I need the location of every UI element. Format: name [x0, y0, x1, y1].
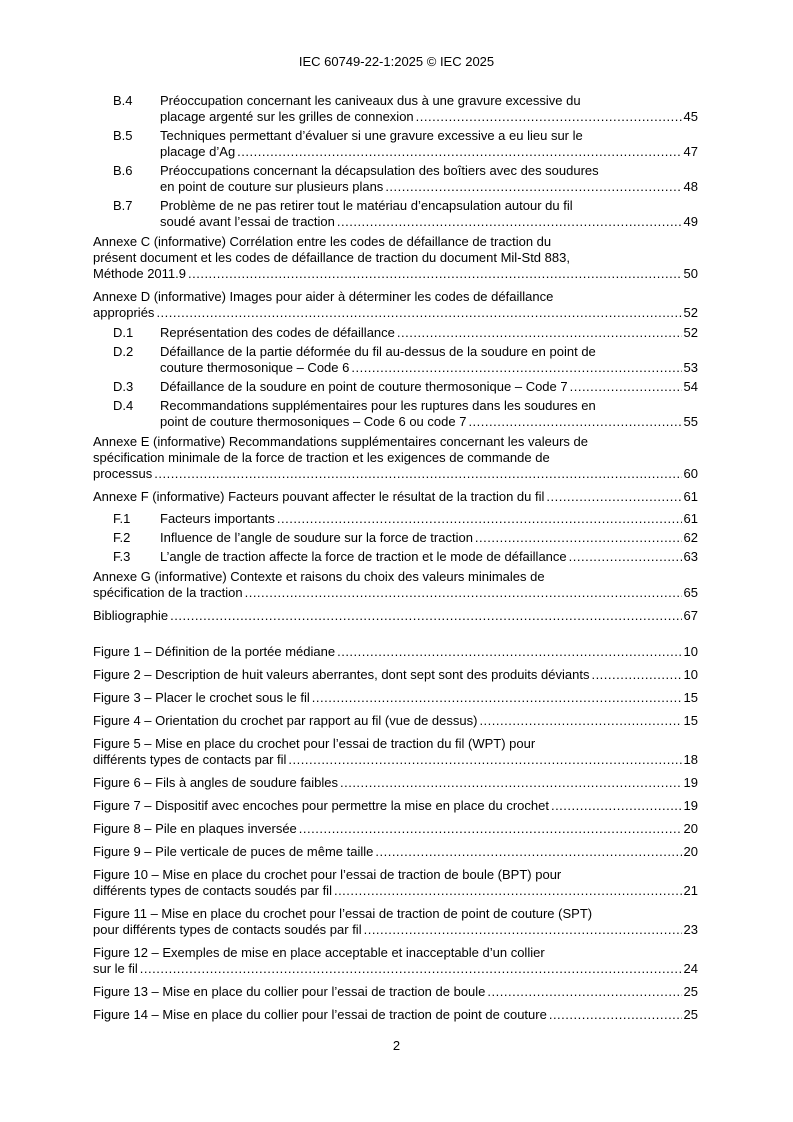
- toc-entry-title: soudé avant l’essai de traction: [160, 214, 335, 229]
- toc-entry-title: Défaillance de la partie déformée du fil au-dessus de la soudure en point de: [160, 344, 596, 359]
- toc-entry-title: en point de couture sur plusieurs plans: [160, 179, 384, 194]
- figure-entry[interactable]: [93, 1007, 698, 1023]
- figure-entry-title: Figure 11 – Mise en place du crochet pour l’essai de traction de point de couture (SPT): [93, 906, 593, 921]
- toc-entry-title: appropriés: [93, 305, 155, 320]
- toc-entry-title: Recommandations supplémentaires pour les ruptures dans les soudures en: [160, 398, 596, 413]
- figure-entry-title: sur le fil: [93, 961, 138, 976]
- figure-entry-title: Figure 6 – Fils à angles de soudure faibles: [93, 775, 338, 790]
- figure-entry[interactable]: [93, 690, 698, 706]
- toc-entry-title: Représentation des codes de défaillance: [160, 325, 395, 340]
- dot-leader: [288, 752, 681, 768]
- list-of-figures: [93, 644, 698, 1030]
- figure-entry[interactable]: [93, 906, 698, 938]
- toc-entry-number: B.5: [113, 128, 133, 143]
- toc-entry[interactable]: [93, 608, 698, 624]
- toc-entry-number: D.3: [113, 379, 134, 394]
- table-of-contents: [93, 93, 698, 624]
- toc-subentry[interactable]: [93, 379, 698, 395]
- figure-page-number: 23: [683, 922, 698, 937]
- toc-page-number: 53: [683, 360, 698, 375]
- toc-entry-number: F.3: [113, 549, 131, 564]
- toc-subentry[interactable]: [93, 198, 698, 230]
- toc-subentry[interactable]: [93, 325, 698, 341]
- figure-entry-title: Figure 5 – Mise en place du crochet pour l’essai de traction du fil (WPT) pour: [93, 736, 536, 751]
- figure-entry-title: Figure 8 – Pile en plaques inversée: [93, 821, 297, 836]
- figure-entry-title: Figure 4 – Orientation du crochet par rapport au fil (vue de dessus): [93, 713, 478, 728]
- toc-page-number: 52: [683, 305, 698, 320]
- toc-page-number: 50: [683, 266, 698, 281]
- toc-entry-number: D.4: [113, 398, 134, 413]
- toc-entry-title: processus: [93, 466, 153, 481]
- figure-page-number: 15: [683, 690, 698, 705]
- toc-entry-title: Annexe F (informative) Facteurs pouvant affecter le résultat de la traction du fil: [93, 489, 545, 504]
- dot-leader: [337, 214, 682, 230]
- toc-entry-number: F.2: [113, 530, 131, 545]
- toc-page-number: 45: [683, 109, 698, 124]
- toc-entry-title: couture thermosonique – Code 6: [160, 360, 350, 375]
- dot-leader: [245, 585, 682, 601]
- figure-entry[interactable]: [93, 713, 698, 729]
- figure-page-number: 21: [683, 883, 698, 898]
- toc-entry-title: Méthode 2011.9: [93, 266, 186, 281]
- toc-entry-number: D.1: [113, 325, 134, 340]
- dot-leader: [475, 530, 682, 546]
- dot-leader: [487, 984, 681, 1000]
- toc-page-number: 55: [683, 414, 698, 429]
- figure-entry[interactable]: [93, 736, 698, 768]
- toc-entry-title: Annexe D (informative) Images pour aider à déterminer les codes de défaillance: [93, 289, 554, 304]
- toc-entry-number: D.2: [113, 344, 134, 359]
- dot-leader: [551, 798, 682, 814]
- toc-page-number: 65: [683, 585, 698, 600]
- toc-page-number: 60: [683, 466, 698, 481]
- dot-leader: [591, 667, 681, 683]
- figure-entry-title: Figure 3 – Placer le crochet sous le fil: [93, 690, 310, 705]
- dot-leader: [351, 360, 681, 376]
- toc-page-number: 49: [683, 214, 698, 229]
- dot-leader: [468, 414, 681, 430]
- figure-entry[interactable]: [93, 821, 698, 837]
- toc-subentry[interactable]: [93, 549, 698, 565]
- toc-entry-title: spécification de la traction: [93, 585, 243, 600]
- dot-leader: [397, 325, 682, 341]
- toc-entry-title: Annexe E (informative) Recommandations supplémentaires concernant les valeurs de: [93, 434, 588, 449]
- dot-leader: [156, 305, 681, 321]
- toc-entry-title: Annexe C (informative) Corrélation entre les codes de défaillance de traction du: [93, 234, 552, 249]
- toc-subentry[interactable]: [93, 511, 698, 527]
- figure-entry[interactable]: [93, 667, 698, 683]
- figure-entry-title: différents types de contacts par fil: [93, 752, 287, 767]
- toc-subentry[interactable]: [93, 93, 698, 125]
- toc-entry-title: Techniques permettant d’évaluer si une gravure excessive a eu lieu sur le: [160, 128, 583, 143]
- figure-entry-title: pour différents types de contacts soudés par fil: [93, 922, 362, 937]
- figure-page-number: 19: [683, 798, 698, 813]
- toc-entry-title: Bibliographie: [93, 608, 169, 623]
- figure-entry[interactable]: [93, 644, 698, 660]
- figure-entry-title: Figure 13 – Mise en place du collier pour l’essai de traction de boule: [93, 984, 486, 999]
- toc-entry-title: Influence de l’angle de soudure sur la force de traction: [160, 530, 473, 545]
- figure-entry[interactable]: [93, 798, 698, 814]
- figure-entry[interactable]: [93, 945, 698, 977]
- toc-entry-number: B.7: [113, 198, 133, 213]
- toc-entry-title: présent document et les codes de défaillance de traction du document Mil-Std 883,: [93, 250, 570, 265]
- figure-entry-title: Figure 14 – Mise en place du collier pour l’essai de traction de point de couture: [93, 1007, 547, 1022]
- toc-subentry[interactable]: [93, 128, 698, 160]
- dot-leader: [140, 961, 682, 977]
- dot-leader: [375, 844, 681, 860]
- toc-entry[interactable]: [93, 289, 698, 321]
- dot-leader: [337, 644, 681, 660]
- dot-leader: [340, 775, 682, 791]
- dot-leader: [479, 713, 681, 729]
- page-number: 2: [392, 1038, 401, 1053]
- dot-leader: [334, 883, 682, 899]
- toc-page-number: 48: [683, 179, 698, 194]
- toc-entry[interactable]: [93, 434, 698, 482]
- figure-entry-title: Figure 10 – Mise en place du crochet pour l’essai de traction de boule (BPT) pour: [93, 867, 562, 882]
- dot-leader: [569, 549, 682, 565]
- figure-entry[interactable]: [93, 984, 698, 1000]
- figure-page-number: 19: [683, 775, 698, 790]
- toc-entry[interactable]: [93, 489, 698, 505]
- toc-page-number: 61: [683, 511, 698, 526]
- figure-page-number: 24: [683, 961, 698, 976]
- figure-entry-title: Figure 7 – Dispositif avec encoches pour permettre la mise en place du crochet: [93, 798, 549, 813]
- figure-entry-title: Figure 2 – Description de huit valeurs aberrantes, dont sept sont des produits déviants: [93, 667, 590, 682]
- toc-entry-number: B.6: [113, 163, 133, 178]
- toc-entry-title: point de couture thermosoniques – Code 6 ou code 7: [160, 414, 467, 429]
- figure-page-number: 10: [683, 644, 698, 659]
- toc-entry-title: placage d’Ag: [160, 144, 236, 159]
- toc-page-number: 62: [683, 530, 698, 545]
- toc-subentry[interactable]: [93, 344, 698, 376]
- figure-page-number: 18: [683, 752, 698, 767]
- dot-leader: [312, 690, 682, 706]
- dot-leader: [277, 511, 682, 527]
- toc-entry-number: B.4: [113, 93, 133, 108]
- dot-leader: [570, 379, 682, 395]
- toc-entry-title: Annexe G (informative) Contexte et raisons du choix des valeurs minimales de: [93, 569, 545, 584]
- toc-page-number: 47: [683, 144, 698, 159]
- figure-entry-title: Figure 9 – Pile verticale de puces de même taille: [93, 844, 374, 859]
- toc-subentry[interactable]: [93, 398, 698, 430]
- toc-entry-title: Défaillance de la soudure en point de couture thermosonique – Code 7: [160, 379, 568, 394]
- dot-leader: [170, 608, 681, 624]
- dot-leader: [546, 489, 681, 505]
- figure-page-number: 10: [683, 667, 698, 682]
- page-header: IEC 60749-22-1:2025 © IEC 2025: [298, 54, 495, 69]
- toc-entry-title: Préoccupation concernant les caniveaux dus à une gravure excessive du: [160, 93, 581, 108]
- dot-leader: [299, 821, 682, 837]
- dot-leader: [364, 922, 682, 938]
- toc-page-number: 67: [683, 608, 698, 623]
- toc-page-number: 54: [683, 379, 698, 394]
- toc-entry-title: Problème de ne pas retirer tout le matériau d’encapsulation autour du fil: [160, 198, 573, 213]
- figure-page-number: 15: [683, 713, 698, 728]
- figure-entry-title: différents types de contacts soudés par fil: [93, 883, 332, 898]
- figure-entry[interactable]: [93, 844, 698, 860]
- toc-entry-title: L’angle de traction affecte la force de traction et le mode de défaillance: [160, 549, 567, 564]
- dot-leader: [154, 466, 681, 482]
- dot-leader: [188, 266, 682, 282]
- dot-leader: [549, 1007, 682, 1023]
- dot-leader: [237, 144, 681, 160]
- figure-entry-title: Figure 1 – Définition de la portée médiane: [93, 644, 336, 659]
- figure-page-number: 20: [683, 844, 698, 859]
- toc-page-number: 61: [683, 489, 698, 504]
- figure-entry[interactable]: [93, 775, 698, 791]
- toc-page-number: 52: [683, 325, 698, 340]
- toc-entry[interactable]: [93, 234, 698, 282]
- dot-leader: [416, 109, 682, 125]
- figure-entry-title: Figure 12 – Exemples de mise en place acceptable et inacceptable d’un collier: [93, 945, 545, 960]
- dot-leader: [385, 179, 681, 195]
- toc-entry-title: Facteurs importants: [160, 511, 275, 526]
- toc-entry-number: F.1: [113, 511, 131, 526]
- figure-page-number: 20: [683, 821, 698, 836]
- figure-entry[interactable]: [93, 867, 698, 899]
- toc-page-number: 63: [683, 549, 698, 564]
- figure-page-number: 25: [683, 1007, 698, 1022]
- figure-page-number: 25: [683, 984, 698, 999]
- toc-subentry[interactable]: [93, 530, 698, 546]
- toc-subentry[interactable]: [93, 163, 698, 195]
- toc-entry-title: placage argenté sur les grilles de connexion: [160, 109, 414, 124]
- toc-entry-title: spécification minimale de la force de traction et les exigences de commande de: [93, 450, 550, 465]
- toc-entry[interactable]: [93, 569, 698, 601]
- toc-entry-title: Préoccupations concernant la décapsulation des boîtiers avec des soudures: [160, 163, 599, 178]
